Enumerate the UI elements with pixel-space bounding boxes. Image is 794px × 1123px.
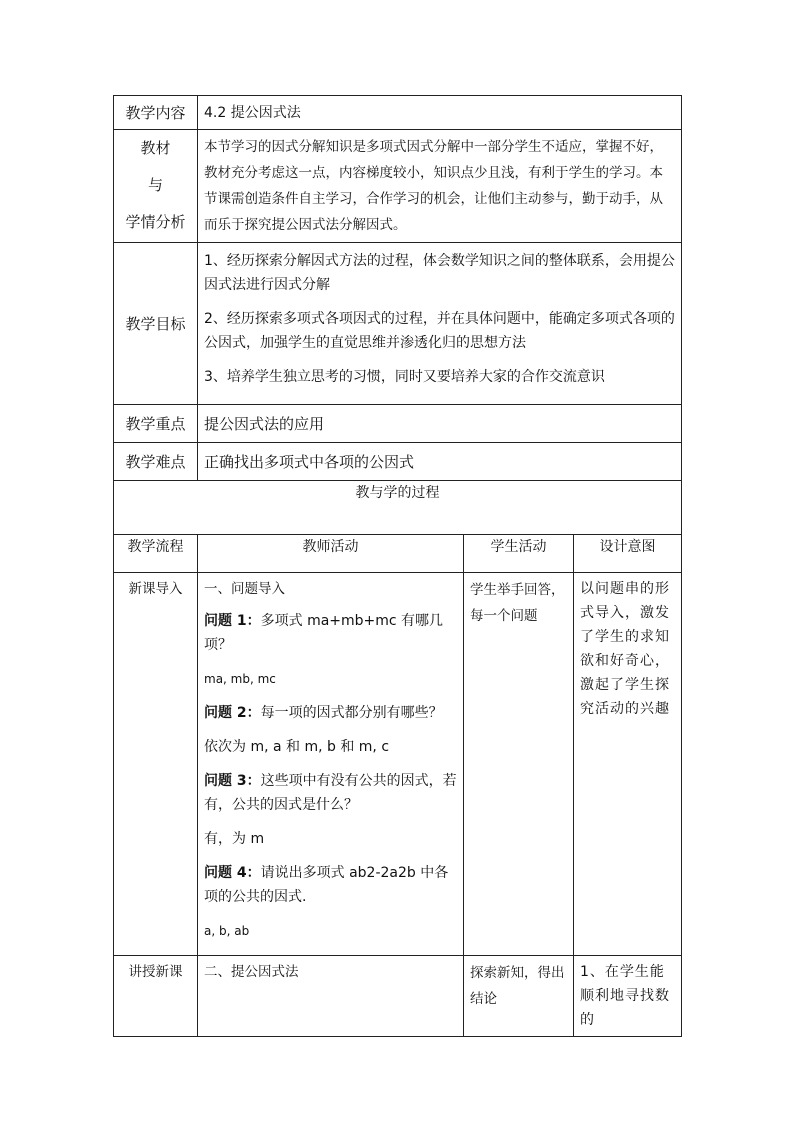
goals-list bbox=[198, 243, 682, 405]
question-4 bbox=[204, 861, 457, 909]
question-3-text: 这些项中有没有公共的因式，若有，公共的因式是什么？ bbox=[204, 773, 457, 813]
row-headers bbox=[114, 535, 682, 573]
row-key-point bbox=[114, 405, 682, 443]
question-1-text: 多项式 ma+mb+mc 有哪几项？ bbox=[204, 613, 444, 653]
question-4-label: 问题 4： bbox=[204, 865, 261, 881]
analysis-text: 本节学习的因式分解知识是多项式因式分解中一部分学生不适应，掌握不好，教材充分考虑这一点，内容梯度较小，知识点少且浅，有利于学生的学习。本节课需创造条件自主学习，合作学习的机会，让他们主动参与，勤于动手，从而乐于探究提公因式法分解因式。 bbox=[198, 130, 682, 243]
question-4-text: 请说出多项式 ab2-2a2b 中各项的公共的因式. bbox=[204, 865, 449, 905]
student-new: 探索新知，得出结论 bbox=[464, 956, 574, 1037]
intent-new: 1、在学生能顺利地寻找数的 bbox=[574, 956, 682, 1037]
label-analysis-line: 与 bbox=[147, 176, 163, 194]
label-goals: 教学目标 bbox=[114, 243, 198, 405]
question-2-label: 问题 2： bbox=[204, 705, 261, 721]
row-analysis bbox=[114, 130, 682, 243]
answer-2: 依次为 m, a 和 m, b 和 m, c bbox=[204, 739, 390, 755]
goal-item: 1、经历探索分解因式方法的过程，体会数学知识之间的整体联系，会用提公因式法进行因式分解 bbox=[204, 253, 675, 293]
question-2 bbox=[204, 701, 457, 725]
teacher-new: 二、提公因式法 bbox=[198, 956, 464, 1037]
label-difficulty: 教学难点 bbox=[114, 443, 198, 481]
label-analysis-line: 学情分析 bbox=[125, 213, 186, 231]
row-stage-intro bbox=[114, 573, 682, 956]
question-2-text: 每一项的因式都分别有哪些？ bbox=[260, 705, 443, 721]
row-difficulty bbox=[114, 443, 682, 481]
answer-3: 有，为 m bbox=[204, 831, 265, 847]
header-flow: 教学流程 bbox=[114, 535, 198, 573]
student-intro: 学生举手回答，每一个问题 bbox=[464, 573, 574, 956]
question-3-label: 问题 3： bbox=[204, 773, 261, 789]
answer-1: ma, mb, mc bbox=[204, 672, 276, 686]
question-3 bbox=[204, 769, 457, 817]
value-key-point: 提公因式法的应用 bbox=[198, 405, 682, 443]
row-content bbox=[114, 96, 682, 130]
header-intent: 设计意图 bbox=[574, 535, 682, 573]
flow-new: 讲授新课 bbox=[114, 956, 198, 1037]
goal-item: 3、培养学生独立思考的习惯，同时又要培养大家的合作交流意识 bbox=[204, 369, 605, 385]
teacher-intro bbox=[198, 573, 464, 956]
label-key-point: 教学重点 bbox=[114, 405, 198, 443]
lesson-plan-table bbox=[113, 95, 682, 1037]
goal-item: 2、经历探索多项式各项因式的过程，并在具体问题中，能确定多项式各项的公因式，加强学生的直觉思维并渗透化归的思想方法 bbox=[204, 311, 675, 351]
row-process-title bbox=[114, 481, 682, 535]
value-difficulty: 正确找出多项式中各项的公因式 bbox=[198, 443, 682, 481]
label-content: 教学内容 bbox=[114, 96, 198, 130]
value-content: 4.2 提公因式法 bbox=[198, 96, 682, 130]
intent-intro: 以问题串的形式导入，激发了学生的求知欲和好奇心，激起了学生探究活动的兴趣 bbox=[574, 573, 682, 956]
answer-4: a, b, ab bbox=[204, 924, 250, 938]
question-1-label: 问题 1： bbox=[204, 613, 261, 629]
header-teacher: 教师活动 bbox=[198, 535, 464, 573]
label-analysis bbox=[114, 130, 198, 243]
question-1 bbox=[204, 609, 457, 657]
process-title: 教与学的过程 bbox=[114, 481, 682, 535]
row-stage-new bbox=[114, 956, 682, 1037]
label-analysis-line: 教材 bbox=[140, 139, 171, 157]
intro-heading: 一、问题导入 bbox=[204, 581, 285, 597]
flow-intro: 新课导入 bbox=[114, 573, 198, 956]
header-student: 学生活动 bbox=[464, 535, 574, 573]
row-goals bbox=[114, 243, 682, 405]
